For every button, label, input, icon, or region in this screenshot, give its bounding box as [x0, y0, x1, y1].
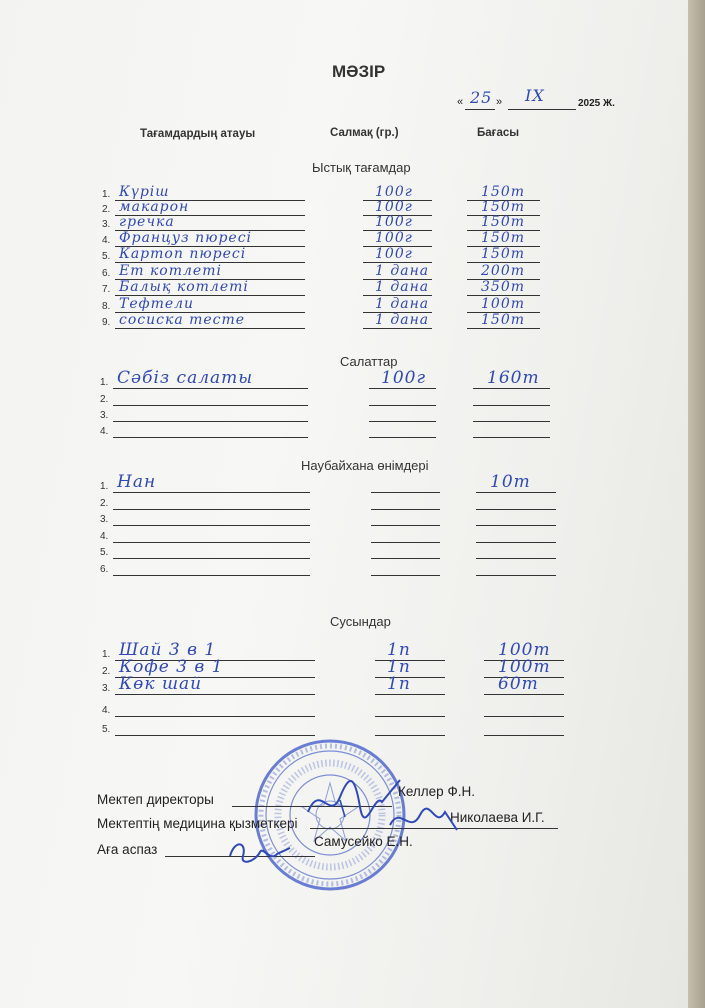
salads-name-line: [113, 388, 308, 389]
page-edge-shadow: [688, 0, 705, 1008]
hot-item-name: Картоп пюресі: [119, 246, 247, 262]
hot-item-weight: 100г: [375, 230, 413, 246]
bakery-name-line: [113, 558, 310, 559]
salads-price-line: [473, 437, 550, 438]
hot-item-price: 150т: [481, 199, 525, 215]
salads-weight-line: [369, 388, 436, 389]
bakery-weight-line: [371, 492, 440, 493]
bakery-row-number: 4.: [100, 531, 109, 542]
hot-item-price: 100т: [481, 296, 525, 312]
salads-row-number: 1.: [100, 377, 109, 388]
hot-item-name: Тефтели: [119, 296, 195, 312]
cook-signature: [225, 834, 295, 870]
date-open-quote: «: [457, 96, 464, 108]
hot-item-price: 150т: [481, 312, 525, 328]
drinks-item-price: 100т: [498, 657, 551, 677]
bakery-price-line: [476, 542, 556, 543]
hot-row-number: 8.: [102, 301, 111, 312]
salads-name-line: [113, 405, 308, 406]
drinks-item-price: 60т: [498, 674, 539, 694]
hot-row-number: 1.: [102, 189, 111, 200]
drinks-name-line: [115, 694, 315, 695]
medic-name: Николаева И.Г.: [450, 810, 545, 825]
hot-item-price: 350т: [481, 279, 525, 295]
hot-weight-line: [363, 328, 432, 329]
drinks-item-price: 100т: [498, 640, 551, 660]
drinks-item-name: Көк шай: [119, 674, 203, 694]
hot-name-line: [115, 328, 305, 329]
drinks-item-name: Шай 3 в 1: [119, 640, 217, 660]
salads-weight-line: [369, 405, 436, 406]
drinks-price-line: [484, 716, 564, 717]
salads-item-price: 160т: [487, 368, 540, 388]
salads-price-line: [473, 405, 550, 406]
hot-item-weight: 100г: [375, 214, 413, 230]
hot-row-number: 5.: [102, 251, 111, 262]
hot-item-weight: 1 дана: [375, 296, 430, 312]
salads-weight-line: [369, 437, 436, 438]
bakery-price-line: [476, 575, 556, 576]
bakery-row-number: 2.: [100, 498, 109, 509]
bakery-item-price: 10т: [490, 472, 531, 492]
drinks-row-number: 1.: [102, 649, 111, 660]
hot-item-name: Күріш: [119, 184, 170, 200]
hot-row-number: 7.: [102, 284, 111, 295]
medic-signature: [385, 800, 465, 840]
bakery-row-number: 6.: [100, 564, 109, 575]
hot-item-price: 150т: [481, 214, 525, 230]
bakery-name-line: [113, 542, 310, 543]
drinks-price-line: [484, 694, 564, 695]
drinks-item-weight: 1п: [387, 674, 411, 694]
cook-label: Аға аспаз: [97, 842, 158, 857]
column-header-name: Тағамдардың атауы: [140, 128, 256, 140]
salads-section-title: Салаттар: [340, 354, 398, 369]
bakery-price-line: [476, 525, 556, 526]
salads-row-number: 2.: [100, 394, 109, 405]
date-month-line: [508, 109, 576, 110]
hot-item-price: 150т: [481, 184, 525, 200]
hot-section-title: Ыстық тағамдар: [312, 160, 411, 175]
hot-item-weight: 100г: [375, 246, 413, 262]
hot-item-name: сосиска тесте: [119, 312, 246, 328]
drinks-row-number: 2.: [102, 666, 111, 677]
medic-label: Мектептің медицина қызметкері: [97, 816, 298, 831]
date-day-line: [465, 109, 495, 110]
bakery-item-name: Нан: [117, 472, 157, 492]
drinks-section-title: Сусындар: [330, 614, 391, 629]
salads-row-number: 4.: [100, 426, 109, 437]
bakery-name-line: [113, 525, 310, 526]
drinks-name-line: [115, 716, 315, 717]
hot-row-number: 2.: [102, 204, 111, 215]
bakery-weight-line: [371, 525, 440, 526]
column-header-weight: Салмақ (гр.): [330, 127, 399, 139]
hot-item-weight: 1 дана: [375, 312, 430, 328]
hot-row-number: 4.: [102, 235, 111, 246]
document-title: МӘЗІР: [332, 62, 386, 81]
hot-item-price: 150т: [481, 230, 525, 246]
bakery-row-number: 3.: [100, 514, 109, 525]
hot-row-number: 3.: [102, 219, 111, 230]
bakery-price-line: [476, 492, 556, 493]
hot-item-name: макарон: [119, 199, 190, 215]
bakery-row-number: 5.: [100, 547, 109, 558]
date-year: 2025 Ж.: [578, 98, 615, 109]
salads-weight-line: [369, 421, 436, 422]
bakery-weight-line: [371, 558, 440, 559]
column-header-price: Бағасы: [477, 127, 520, 139]
hot-item-name: Француз пюресі: [119, 230, 253, 246]
salads-item-name: Сәбіз салаты: [117, 368, 254, 388]
bakery-row-number: 1.: [100, 481, 109, 492]
hot-item-name: гречка: [119, 214, 175, 230]
bakery-name-line: [113, 575, 310, 576]
hot-item-weight: 1 дана: [375, 263, 430, 279]
hot-item-price: 150т: [481, 246, 525, 262]
cook-name: Самусейко Е.Н.: [314, 834, 413, 849]
drinks-row-number: 5.: [102, 724, 111, 735]
bakery-name-line: [113, 509, 310, 510]
salads-item-weight: 100г: [381, 368, 427, 388]
hot-price-line: [467, 328, 540, 329]
date-close-quote: »: [496, 96, 503, 108]
bakery-price-line: [476, 509, 556, 510]
salads-price-line: [473, 421, 550, 422]
drinks-weight-line: [375, 694, 445, 695]
hot-item-weight: 100г: [375, 199, 413, 215]
drinks-weight-line: [375, 716, 445, 717]
date-day: 25: [470, 88, 493, 107]
bakery-weight-line: [371, 575, 440, 576]
hot-row-number: 6.: [102, 268, 111, 279]
hot-item-name: Балық котлеті: [119, 279, 249, 295]
salads-name-line: [113, 421, 308, 422]
hot-item-price: 200т: [481, 263, 525, 279]
hot-row-number: 9.: [102, 317, 111, 328]
salads-row-number: 3.: [100, 410, 109, 421]
bakery-weight-line: [371, 509, 440, 510]
bakery-section-title: Наубайхана өнімдері: [301, 458, 429, 473]
bakery-weight-line: [371, 542, 440, 543]
salads-name-line: [113, 437, 308, 438]
drinks-item-weight: 1п: [387, 657, 411, 677]
hot-item-name: Ет котлеті: [119, 263, 222, 279]
director-name: Келлер Ф.Н.: [398, 784, 475, 799]
drinks-item-name: Кофе 3 в 1: [119, 657, 224, 677]
hot-item-weight: 1 дана: [375, 279, 430, 295]
date-month: IX: [525, 86, 545, 105]
hot-item-weight: 100г: [375, 184, 413, 200]
drinks-row-number: 3.: [102, 683, 111, 694]
drinks-row-number: 4.: [102, 705, 111, 716]
director-label: Мектеп директоры: [97, 792, 214, 807]
drinks-price-line: [484, 735, 564, 736]
bakery-name-line: [113, 492, 310, 493]
bakery-price-line: [476, 558, 556, 559]
drinks-item-weight: 1п: [387, 640, 411, 660]
salads-price-line: [473, 388, 550, 389]
